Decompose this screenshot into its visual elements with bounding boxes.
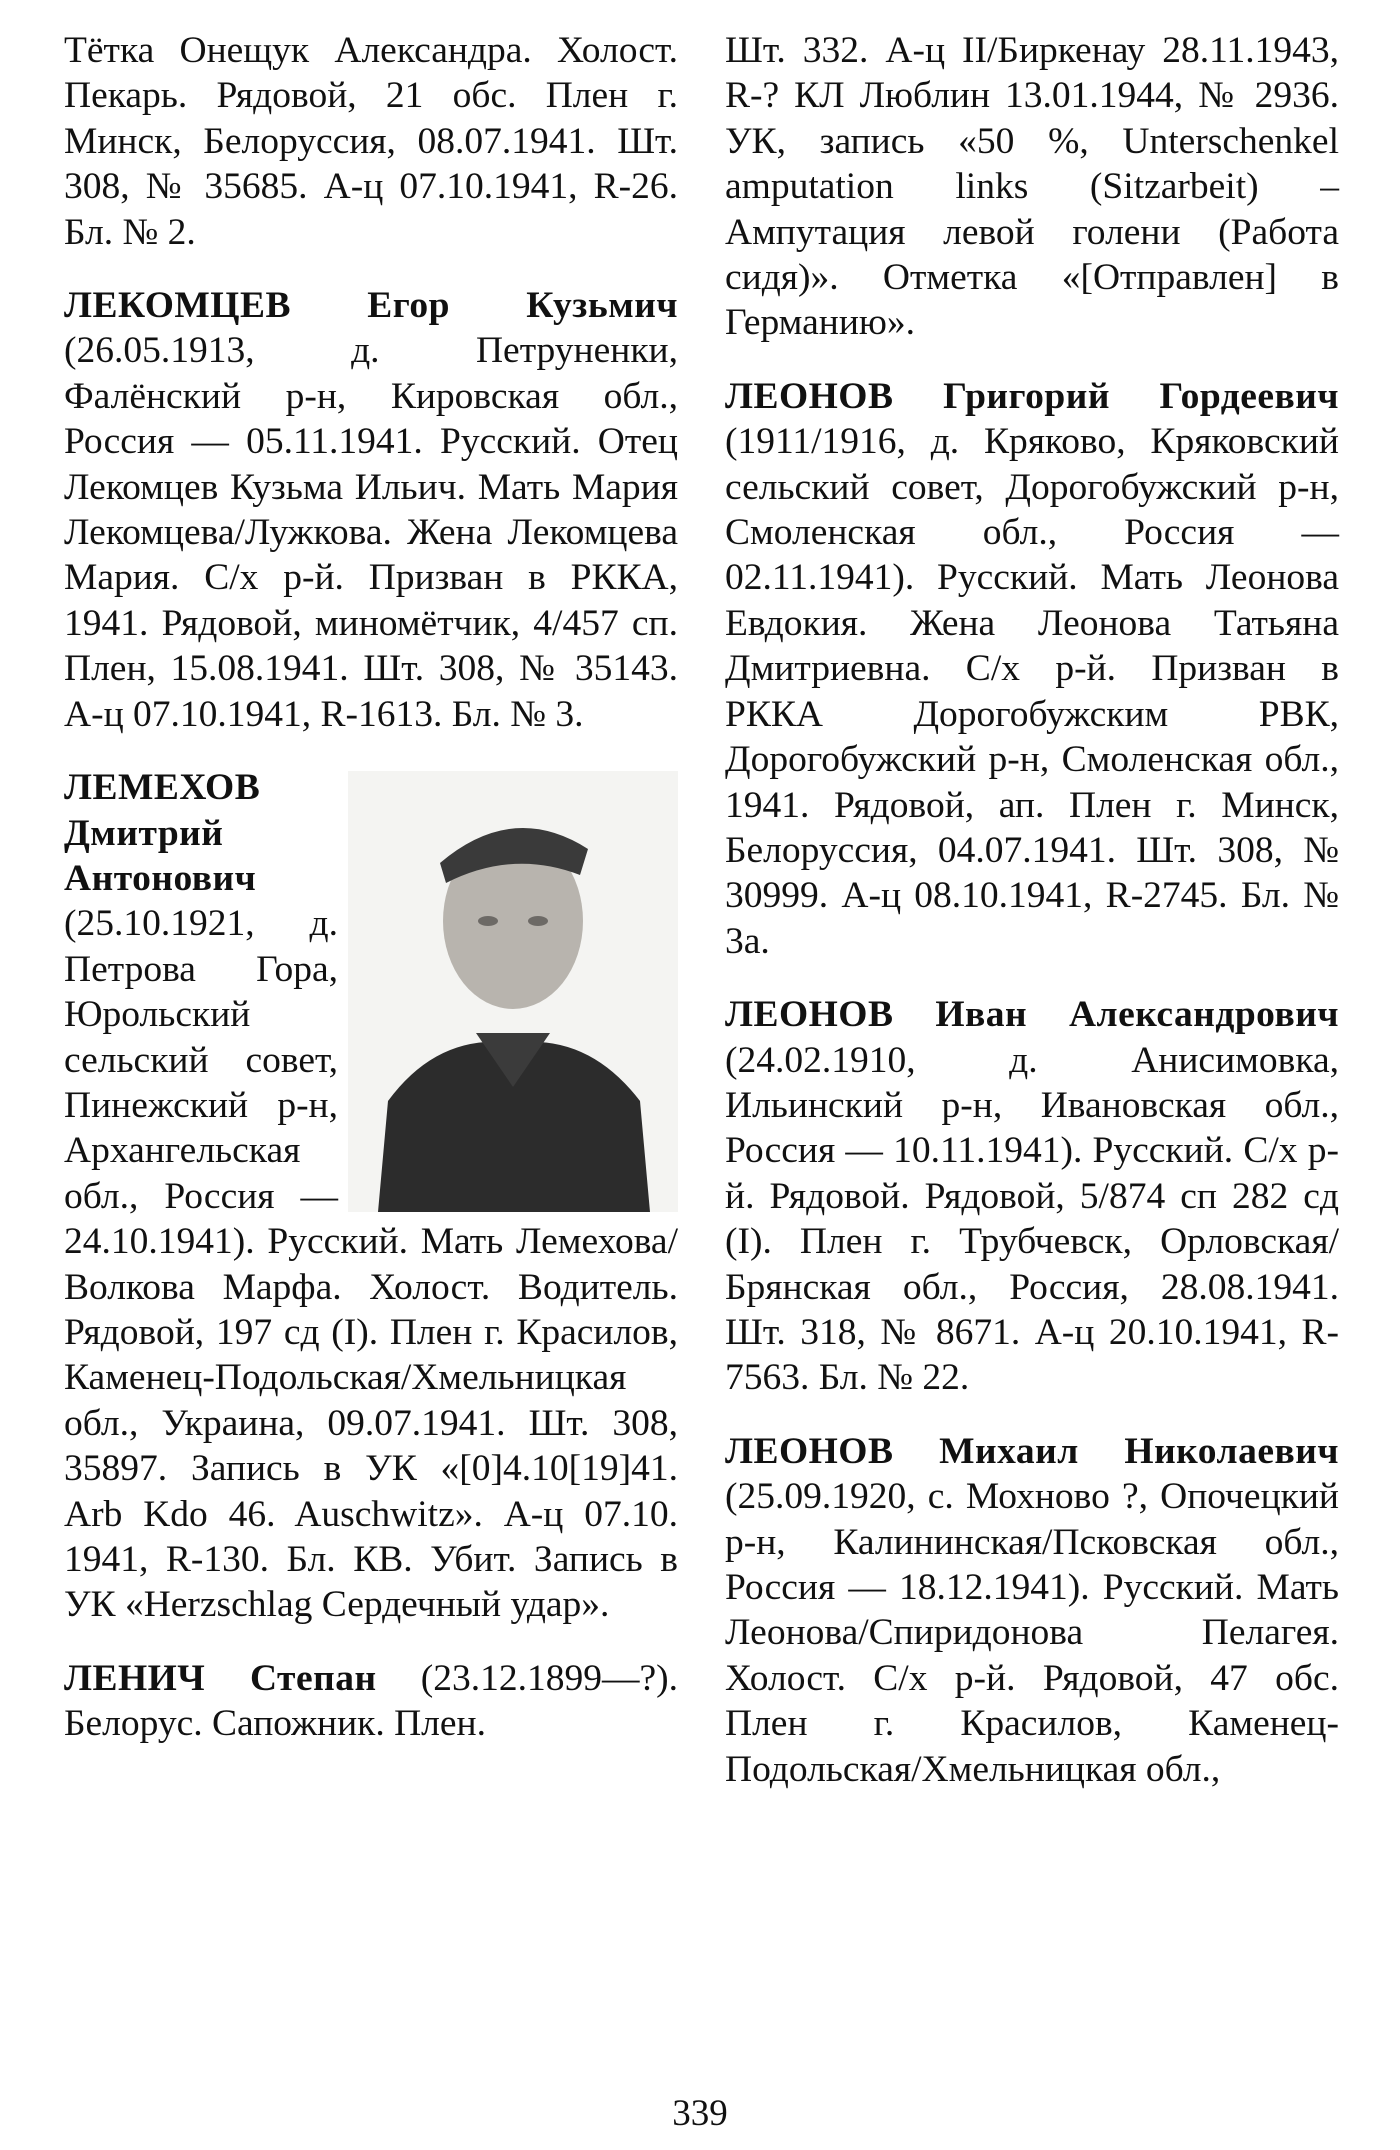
- left-column: [64, 28, 678, 1775]
- entry-leonov-grigoriy: [725, 374, 1339, 964]
- entry-name: ЛЕКОМЦЕВ Егор Кузьмич: [64, 285, 678, 327]
- portrait-photo-icon: [348, 771, 678, 1212]
- entry-text: Тётка Онещук Александра. Холост. Пекарь. Рядовой, 21 обс. Плен г. Минск, Белоруссия, 08.07.1941. Шт. 308, № 35685. А-ц 07.10.1941, R-26. Бл. № 2.: [64, 30, 678, 253]
- entry-name: ЛЕОНОВ Михаил Николаевич: [725, 1430, 1339, 1472]
- entry-text: (1911/1916, д. Кряково, Кряковский сельский совет, Дорогобужский р-н, Смоленская обл., Россия — 02.11.1941). Русский. Мать Леонова Евдокия. Жена Леонова Татьяна Дмитриевна. С/х р-й. Призван в РККА Дорогобужским РВК, Дорогобужский р-н, Смоленская обл., 1941. Рядовой, ап. Плен г. Минск, Белоруссия, 04.07.1941. Шт. 308, № 30999. А-ц 08.10.1941, R-2745. Бл. № 3а.: [725, 421, 1339, 962]
- entry-name: ЛЕОНОВ Григорий Гордеевич: [725, 375, 1339, 417]
- entry-text: (24.02.1910, д. Анисимовка, Ильинский р-н, Ивановская обл., Россия — 10.11.1941). Русский. С/х р-й. Рядовой. Рядовой, 5/874 сп 282 сд (I). Плен г. Трубчевск, Орловская/Брянская обл., Россия, 28.08.1941. Шт. 318, № 8671. А-ц 20.10.1941, R-7563. Бл. № 22.: [725, 1039, 1339, 1399]
- entry-lekomtsev: [64, 283, 678, 737]
- entry-text: (26.05.1913, д. Петруненки, Фалёнский р-н, Кировская обл., Россия — 05.11.1941. Русский. Отец Лекомцев Кузьма Ильич. Мать Мария Лекомцева/Лужкова. Жена Лекомцева Мария. С/х р-й. Призван в РККА, 1941. Рядовой, миномётчик, 4/457 сп. Плен, 15.08.1941. Шт. 308, № 35143. А-ц 07.10.1941, R-1613. Бл. № 3.: [64, 330, 678, 735]
- right-column: [725, 28, 1339, 1820]
- entry-text: (25.09.1920, с. Мохново ?, Опочецкий р-н, Калининская/Псковская обл., Россия — 18.12.1941). Русский. Мать Леонова/Спиридонова Пелагея. Холост. С/х р-й. Рядовой, 47 обс. Плен г. Красилов, Каменец-Подольская/Хмельницкая обл.,: [725, 1476, 1339, 1790]
- entry-lemekhov: [64, 765, 678, 1628]
- page-number: 339: [672, 2093, 728, 2134]
- entry-continued-text: [64, 28, 678, 255]
- entry-leonov-ivan: [725, 992, 1339, 1401]
- entry-text: (23.12.1899—?). Белорус. Сапожник. Плен.: [64, 1657, 678, 1745]
- portrait-photo: [348, 771, 678, 1212]
- entry-name: ЛЕНИЧ Степан: [64, 1657, 377, 1699]
- entry-name: ЛЕОНОВ Иван Александрович: [725, 994, 1339, 1036]
- entry-text: (25.10.1921, д. Петрова Гора, Юрольский сельский совет, Пинежский р-н, Архангельская обл., Россия — 24.10.1941). Русский. Мать Лемехова/Волкова Марфа. Холост. Водитель. Рядовой, 197 сд (I). Плен г. Красилов, Каменец-Подольская/Хмельницкая обл., Украина, 09.07.1941. Шт. 308, 35897. Запись в УК «[0]4.10[19]41. Arb Kdo 46. Auschwitz». А-ц 07.10. 1941, R-130. Бл. КВ. Убит. Запись в УК «Herzschlag Сердечный удар».: [64, 903, 678, 1626]
- entry-name: ЛЕМЕХОВ Дмитрий Антонович: [64, 767, 261, 899]
- entry-continued-text: [725, 28, 1339, 346]
- entry-lenich: [64, 1656, 678, 1747]
- entry-text: Шт. 332. А-ц II/Биркенау 28.11.1943, R-? КЛ Люблин 13.01.1944, № 2936. УК, запись «50 %, Unterschenkel amputation links (Sitzarbeit) – Ампутация левой голени (Работа сидя)». Отметка «[Отправлен] в Германию».: [725, 30, 1339, 344]
- entry-leonov-mikhail: [725, 1429, 1339, 1792]
